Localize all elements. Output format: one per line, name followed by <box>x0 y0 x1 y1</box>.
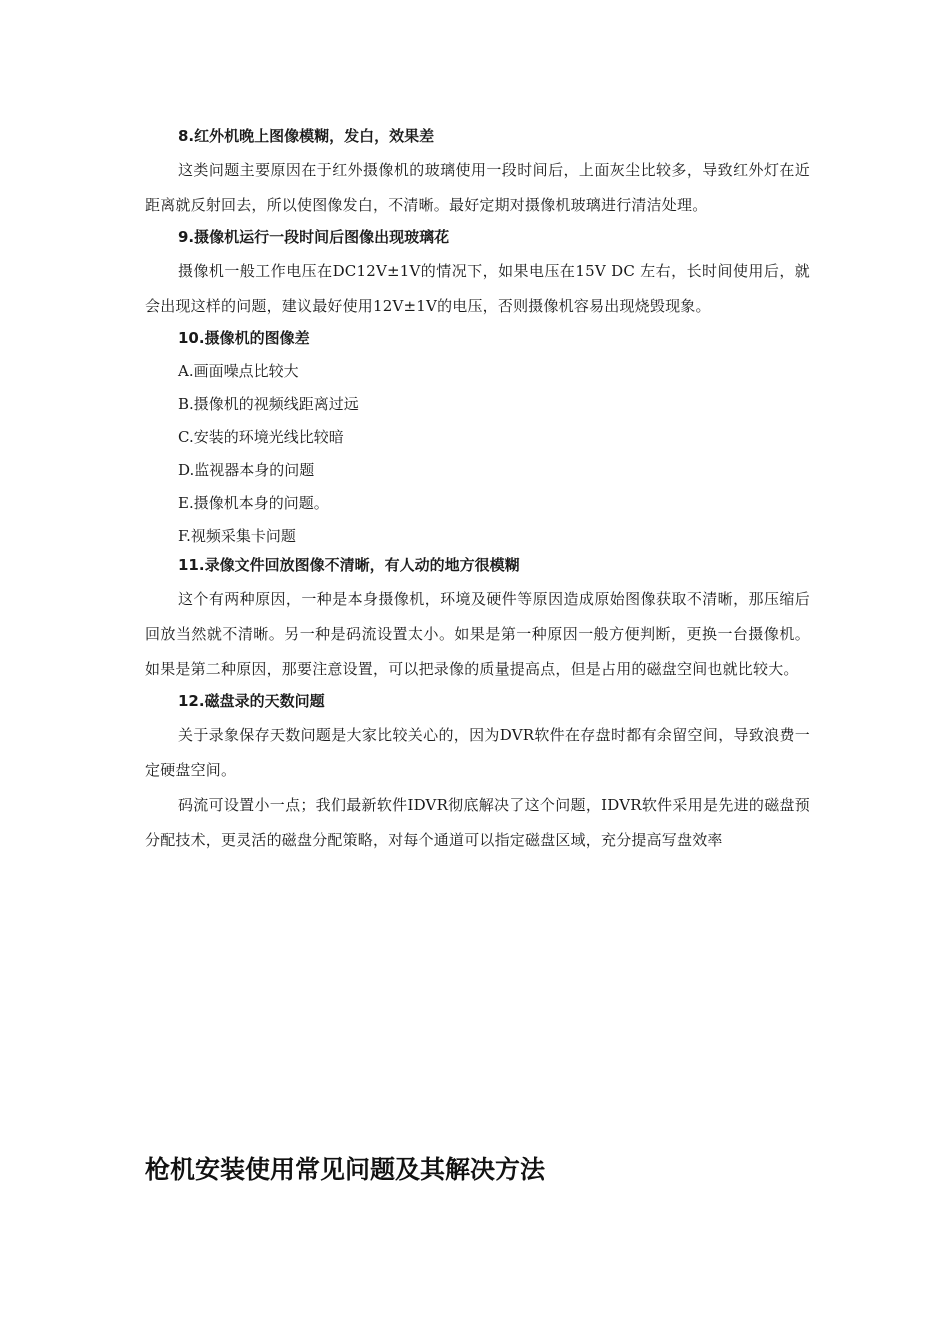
list-item-c: C.安装的环境光线比较暗 <box>178 428 344 446</box>
list-item-a: A.画面噪点比较大 <box>178 362 299 380</box>
section-heading-12: 12.磁盘录的天数问题 <box>178 692 325 710</box>
section-heading-10: 10.摄像机的图像差 <box>178 329 310 347</box>
section-12-paragraph-1: 关于录象保存天数问题是大家比较关心的，因为DVR软件在存盘时都有余留空间，导致浪费一定硬盘空间。 <box>145 726 810 779</box>
document-body <box>145 124 810 858</box>
section-9-paragraph: 摄像机一般工作电压在DC12V±1V的情况下，如果电压在15V DC 左右，长时间使用后，就会出现这样的问题，建议最好使用12V±1V的电压，否则摄像机容易出现烧毁现象。 <box>145 262 810 315</box>
next-section-title: 枪机安装使用常见问题及其解决方法 <box>145 1155 546 1184</box>
list-item-e: E.摄像机本身的问题。 <box>178 494 329 512</box>
section-heading-9: 9.摄像机运行一段时间后图像出现玻璃花 <box>178 228 450 246</box>
list-item-f: F.视频采集卡问题 <box>178 527 296 545</box>
list-item-d: D.监视器本身的问题 <box>178 461 315 479</box>
section-8-paragraph: 这类问题主要原因在于红外摄像机的玻璃使用一段时间后，上面灰尘比较多，导致红外灯在近距离就反射回去，所以使图像发白，不清晰。最好定期对摄像机玻璃进行清洁处理。 <box>145 161 810 214</box>
section-heading-8: 8.红外机晚上图像模糊，发白，效果差 <box>178 127 435 145</box>
list-item-b: B.摄像机的视频线距离过远 <box>178 395 359 413</box>
section-heading-11: 11.录像文件回放图像不清晰，有人动的地方很模糊 <box>178 556 520 574</box>
section-11-paragraph: 这个有两种原因，一种是本身摄像机，环境及硬件等原因造成原始图像获取不清晰，那压缩后回放当然就不清晰。另一种是码流设置太小。如果是第一种原因一般方便判断，更换一台摄像机。如果是第二种原因，那要注意设置，可以把录像的质量提高点，但是占用的磁盘空间也就比较大。 <box>145 590 810 678</box>
section-12-paragraph-2: 码流可设置小一点；我们最新软件IDVR彻底解决了这个问题，IDVR软件采用是先进的磁盘预分配技术，更灵活的磁盘分配策略，对每个通道可以指定磁盘区域，充分提高写盘效率 <box>145 796 810 849</box>
